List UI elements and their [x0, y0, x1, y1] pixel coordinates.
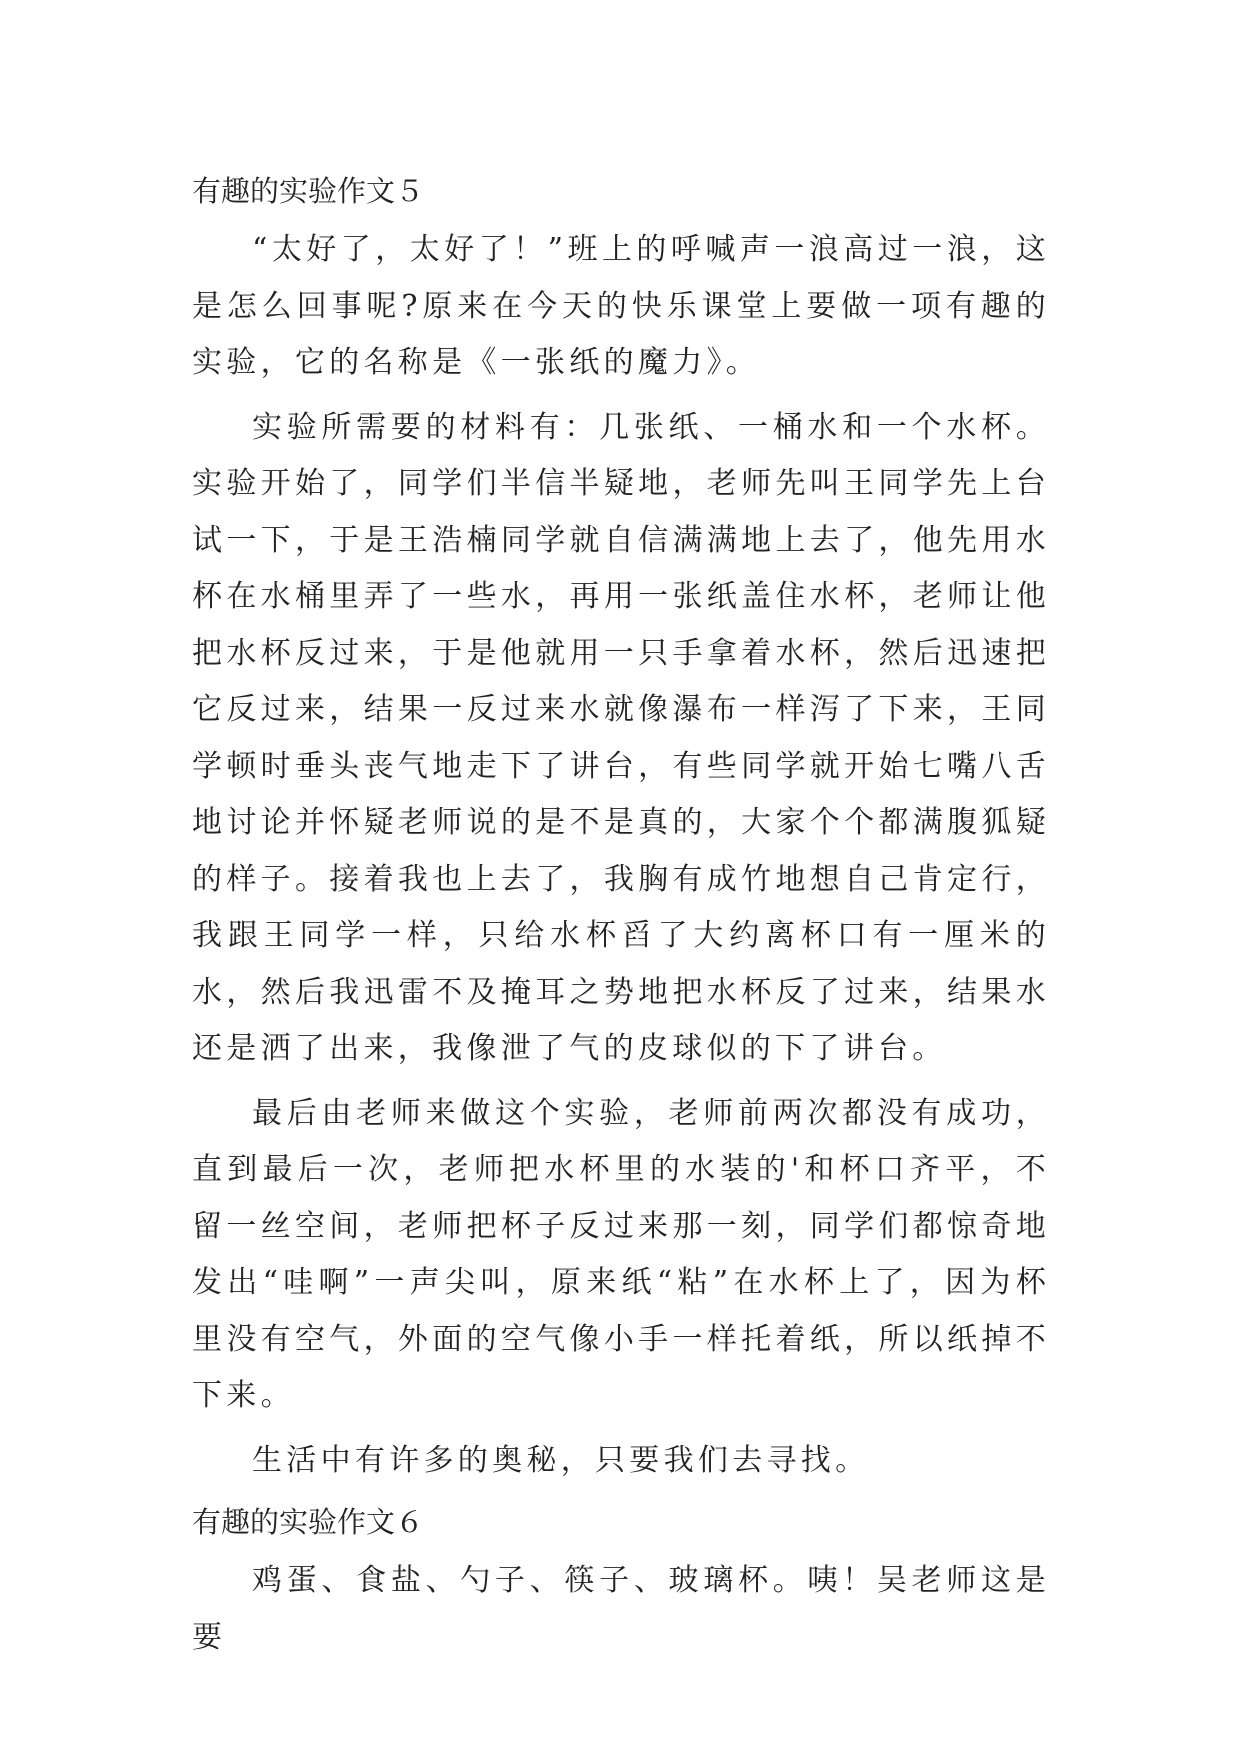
paragraph: 实验所需要的材料有：几张纸、一桶水和一个水杯。实验开始了，同学们半信半疑地，老师先叫王同学先上台试一下，于是王浩楠同学就自信满满地上去了，他先用水杯在水桶里弄了一些水，再用一张纸盖住水杯，老师让他把水杯反过来，于是他就用一只手拿着水杯，然后迅速把它反过来，结果一反过来水就像瀑布一样泻了下来，王同学顿时垂头丧气地走下了讲台，有些同学就开始七嘴八舌地讨论并怀疑老师说的是不是真的，大家个个都满腹狐疑的样子。接着我也上去了，我胸有成竹地想自己肯定行，我跟王同学一样，只给水杯舀了大约离杯口有一厘米的水，然后我迅雷不及掩耳之势地把水杯反了过来，结果水还是洒了出来，我像泄了气的皮球似的下了讲台。 — [192, 409, 1050, 1066]
paragraph: 生活中有许多的奥秘，只要我们去寻找。 — [252, 1442, 870, 1478]
document-page — [192, 160, 1050, 1674]
paragraph: 最后由老师来做这个实验，老师前两次都没有成功，直到最后一次，老师把水杯里的水装的'和杯口齐平，不留一丝空间，老师把杯子反过来那一刻，同学们都惊奇地发出“哇啊”一声尖叫，原来纸“粘”在水杯上了，因为杯里没有空气，外面的空气像小手一样托着纸，所以纸掉不下来。 — [192, 1095, 1050, 1413]
paragraph: 鸡蛋、食盐、勺子、筷子、玻璃杯。咦！吴老师这是要 — [192, 1563, 1050, 1655]
paragraph: “太好了，太好了！”班上的呼喊声一浪高过一浪，这是怎么回事呢?原来在今天的快乐课堂上要做一项有趣的实验，它的名称是《一张纸的魔力》。 — [192, 232, 1050, 380]
section-title: 有趣的实验作文６ — [192, 1505, 425, 1539]
section-title: 有趣的实验作文５ — [192, 174, 425, 208]
